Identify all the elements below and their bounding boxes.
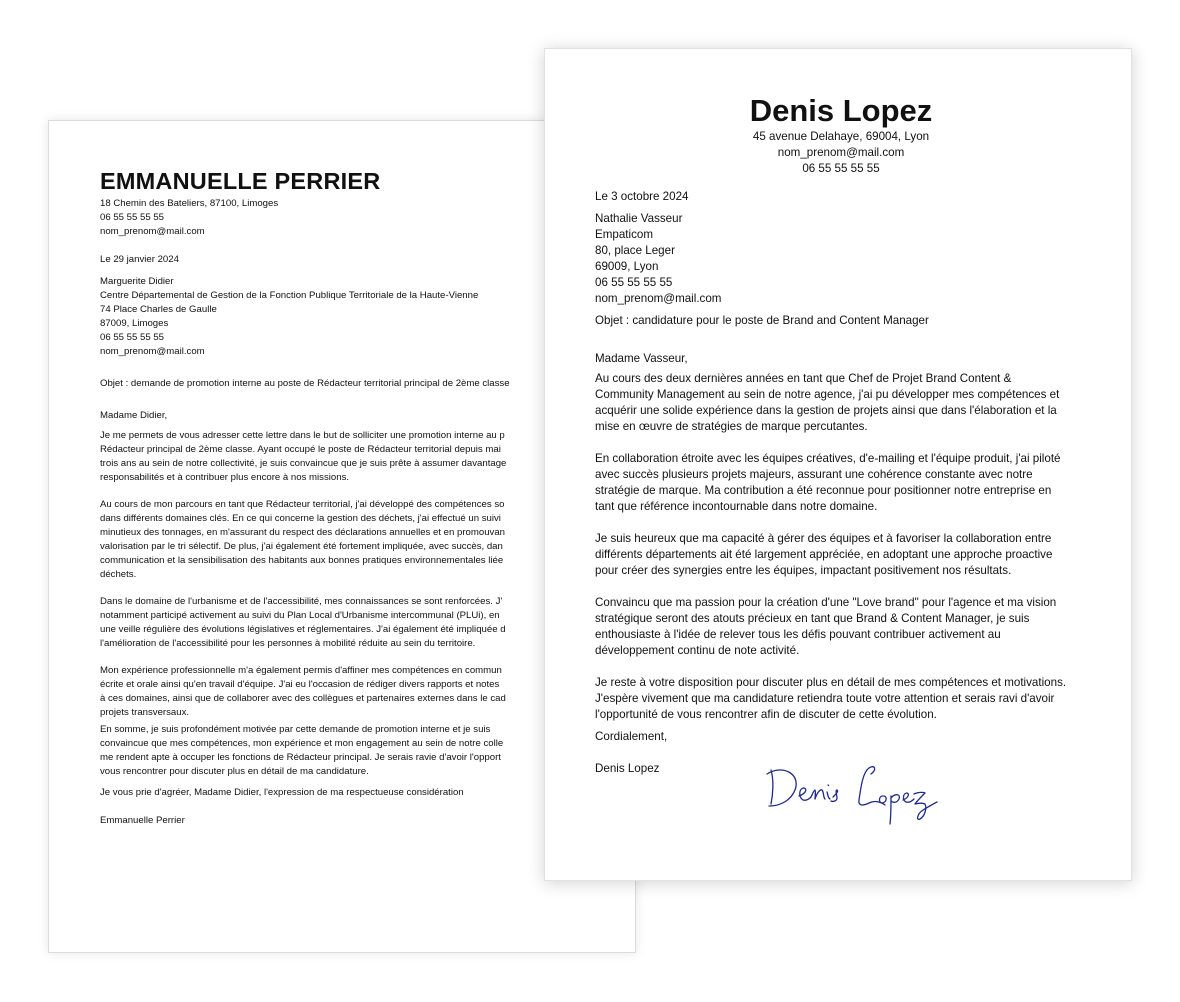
paragraph-line: projets transversaux. [100,707,190,718]
recipient-block [595,211,1087,307]
paragraph [595,531,1087,579]
paragraph-line: l'amélioration de l'accessibilité pour les personnes à mobilité réduite au sein du territoire. [100,638,476,649]
recipient-phone: 06 55 55 55 55 [595,276,673,289]
letter-body [595,93,1087,777]
paragraph-line: communication et la sensibilisation des habitants aux bonnes pratiques environnementales liée [100,555,504,566]
paragraph [595,595,1087,659]
sender-block [595,129,1087,177]
paragraph-line: déchets. [100,569,137,580]
paragraph-line: différents départements ait été largement appréciée, en adoptant une approche proactive [595,548,1053,561]
recipient-street: 74 Place Charles de Gaulle [100,304,217,315]
recipient-email: nom_prenom@mail.com [595,292,722,305]
paragraph-line: dans différents domaines clés. En ce qui concerne la gestion des déchets, j'ai effectué un suivi [100,513,501,524]
paragraph-line: Je vous prie d'agréer, Madame Didier, l'expression de ma respectueuse considération [100,787,464,798]
paragraph [595,675,1087,723]
cover-letter-denis-lopez [544,48,1132,881]
paragraph [595,371,1087,435]
sender-phone: 06 55 55 55 55 [802,162,880,175]
sender-email: nom_prenom@mail.com [100,226,205,237]
closing-name: Emmanuelle Perrier [100,815,185,826]
letter-subject: Objet : candidature pour le poste de Brand and Content Manager [595,314,929,327]
paragraph-line: En somme, je suis profondément motivée par cette demande de promotion interne et je suis [100,724,491,735]
recipient-name: Marguerite Didier [100,276,174,287]
paragraph-line: développement continu de note activité. [595,644,800,657]
recipient-name: Nathalie Vasseur [595,212,683,225]
salutation: Madame Vasseur, [595,352,688,365]
paragraph-line: notamment participé activement au suivi du Plan Local d'Urbanisme intercommunal (PLUi), en [100,610,500,621]
paragraph-line: acquérir une solide expérience dans la gestion de projets ainsi que dans l'élaboration et la [595,404,1057,417]
recipient-company: Empaticom [595,228,653,241]
recipient-street: 80, place Leger [595,244,675,257]
paragraph-line: Je reste à votre disposition pour discuter plus en détail de mes compétences et motivations. [595,676,1067,689]
paragraph-line: écrite et orale ainsi qu'en travail d'équipe. J'ai eu l'occasion de rédiger divers rapports et notes [100,679,500,690]
paragraph-line: me rendent apte à occuper les fonctions de Rédacteur principal. Je serais ravie d'avoir l'opport [100,752,501,763]
salutation: Madame Didier, [100,410,168,421]
paragraph-line: J'espère vivement que ma candidature retiendra toute votre attention et serais ravi d'avoir [595,692,1055,705]
paragraph-line: convaincue que mes compétences, mon expérience et mon engagement au sein de notre colle [100,738,504,749]
recipient-email: nom_prenom@mail.com [100,346,205,357]
closing-name: Denis Lopez [595,762,660,775]
paragraph-line: Community Management au sein de notre agence, j'ai pu développer mes compétences et [595,388,1060,401]
paragraph-line: responsabilités et à contribuer plus encore à nos missions. [100,472,350,483]
sender-name: EMMANUELLE PERRIER [100,168,381,194]
paragraph-line: minutieux des tonnages, en m'assurant du respect des déclarations annuelles et en promouvan [100,527,506,538]
paragraph-line: pour créer des synergies entre les équipes, impactant positivement nos résultats. [595,564,1012,577]
sender-phone: 06 55 55 55 55 [100,212,165,223]
paragraph-line: Au cours des deux dernières années en tant que Chef de Projet Brand Content & [595,372,1012,385]
sender-email: nom_prenom@mail.com [777,146,905,159]
paragraph-line: vous rencontrer pour discuter plus en détail de ma candidature. [100,766,369,777]
closing: Cordialement, [595,730,668,743]
recipient-city: 87009, Limoges [100,318,169,329]
letter-subject: Objet : demande de promotion interne au poste de Rédacteur territorial principal de 2ème classe [100,378,510,389]
paragraph-line: mise en œuvre de stratégies de marque percutantes. [595,420,868,433]
paragraph-line: Je suis heureux que ma capacité à gérer des équipes et à favoriser la collaboration entre [595,532,1052,545]
sender-address: 18 Chemin des Bateliers, 87100, Limoges [100,198,279,209]
paragraph-line: Je me permets de vous adresser cette lettre dans le but de solliciter une promotion interne au p [100,430,505,441]
letter-date: Le 3 octobre 2024 [595,190,689,203]
paragraph-line: trois ans au sein de notre collectivité, je suis convaincue que je suis prête à assumer davantage [100,458,507,469]
paragraph-line: l'opportunité de vous rencontrer afin de discuter de cette évolution. [595,708,937,721]
recipient-city: 69009, Lyon [595,260,659,273]
paragraph-line: tant que référence incontournable dans notre domaine. [595,500,878,513]
paragraph-line: à ces domaines, ainsi que de collaborer avec des collègues et partenaires externes dans le cad [100,693,506,704]
recipient-organization: Centre Départemental de Gestion de la Fonction Publique Territoriale de la Haute-Vienne [100,290,479,301]
paragraph-line: une veille régulière des évolutions législatives et réglementaires. J'ai également été impliquée d [100,624,506,635]
paragraph-line: Rédacteur principal de 2ème classe. Ayant occupé le poste de Rédacteur territorial depuis mai [100,444,501,455]
paragraph-line: avec succès plusieurs projets majeurs, assurant une cohérence constante avec notre [595,468,1033,481]
handwritten-signature [765,756,945,826]
sender-address: 45 avenue Delahaye, 69004, Lyon [752,130,930,143]
paragraph-line: Dans le domaine de l'urbanisme et de l'accessibilité, mes connaissances se sont renforcées. J' [100,596,503,607]
letter-date: Le 29 janvier 2024 [100,254,179,265]
paragraph-line: valorisation par le tri sélectif. De plus, j'ai également été fortement impliquée, avec succès, dan [100,541,503,552]
recipient-phone: 06 55 55 55 55 [100,332,165,343]
paragraph-line: stratégie de marque. Ma contribution a été reconnue pour positionner notre entreprise en [595,484,1052,497]
paragraph-line: stratégique seront des atouts précieux en tant que Brand & Content Manager, je suis [595,612,1030,625]
paragraph-line: En collaboration étroite avec les équipes créatives, d'e-mailing et l'équipe produit, j'ai piloté [595,452,1061,465]
paragraph-line: Mon expérience professionnelle m'a également permis d'affiner mes compétences en commun [100,665,502,676]
sender-name: Denis Lopez [749,93,933,128]
paragraph-line: Au cours de mon parcours en tant que Rédacteur territorial, j'ai développé des compétences so [100,499,505,510]
paragraph-line: Convaincu que ma passion pour la création d'une "Love brand" pour l'agence et ma vision [595,596,1057,609]
paragraph-line: enthousiaste à l'idée de relever tous les défis pouvant contribuer activement au [595,628,1001,641]
paragraph [595,451,1087,515]
